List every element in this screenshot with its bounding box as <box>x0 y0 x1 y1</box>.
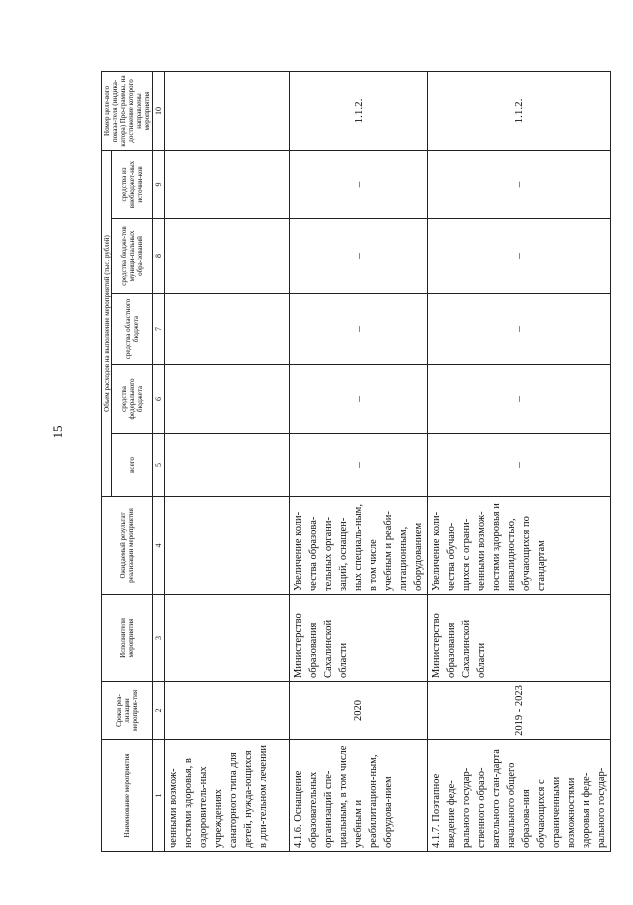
measure-result: Увеличение коли-чества обучаю-щихся с ограни-ченными возмож-ностями здоровья и инвалидностью, обучающихся по стандартам <box>428 497 611 595</box>
funding-municipal <box>165 219 290 294</box>
col-number: 10 <box>153 72 165 151</box>
col-number: 1 <box>153 740 165 852</box>
funding-federal: – <box>428 365 611 434</box>
table-row <box>290 72 428 852</box>
funding-total: – <box>428 434 611 497</box>
funding-federal: – <box>290 365 428 434</box>
header-total: всего <box>112 434 153 497</box>
indicator-number: 1.1.2. <box>290 72 428 151</box>
funding-municipal: – <box>290 219 428 294</box>
header-federal: средства федерального бюджета <box>112 365 153 434</box>
measure-result <box>165 497 290 595</box>
table-row <box>428 72 611 852</box>
column-number-row <box>153 72 165 852</box>
measure-name: 4.1.7. Поэтапное введение феде-рального государ-ственного образо-вательного стан-дарта начального общего образова-ния обучающихся с ограниченными возможностями здоровья и феде-рального государ- <box>428 740 611 852</box>
funding-offbudget: – <box>290 151 428 219</box>
header-regional: средства областного бюджета <box>112 294 153 365</box>
measure-term <box>165 682 290 740</box>
funding-total <box>165 434 290 497</box>
header-term: Сроки реа-лизации мероприя-тия <box>102 682 153 740</box>
measure-name: ченными возмож-ностями здоровья, в оздоровитель-ных учреждениях санаторного типа для детей, нужда-ющихся в дли-тельном лечении <box>165 740 290 852</box>
header-offbudget: средства из внебюджет-ных источни-ков <box>112 151 153 219</box>
col-number: 9 <box>153 151 165 219</box>
measure-executor <box>165 595 290 682</box>
funding-offbudget <box>165 151 290 219</box>
col-number: 7 <box>153 294 165 365</box>
col-number: 8 <box>153 219 165 294</box>
header-indicator: Номер целе-вого показа-теля (индика-катора) Про-граммы, на достижение которого направлены мероприятия <box>102 72 153 151</box>
funding-regional: – <box>428 294 611 365</box>
funding-regional <box>165 294 290 365</box>
header-executors: Исполнители мероприятия <box>102 595 153 682</box>
funding-regional: – <box>290 294 428 365</box>
col-number: 6 <box>153 365 165 434</box>
measure-executor: Министерство образования Сахалинской области <box>290 595 428 682</box>
col-number: 5 <box>153 434 165 497</box>
measure-executor: Министерство образования Сахалинской области <box>428 595 611 682</box>
header-row-1 <box>102 72 112 852</box>
measure-name: 4.1.6. Оснащение образовательных организаций спе-циальным, в том числе учебным и реабилитацион-ным, оборудова-нием <box>290 740 428 852</box>
page-number: 15 <box>50 425 65 439</box>
measure-result: Увеличение коли-чества образова-тельных органи-заций, оснащен-ных специаль-ным, в том числе учебным и реаби-литационным, оборудованием <box>290 497 428 595</box>
funding-federal <box>165 365 290 434</box>
header-name: Наименование мероприятия <box>102 740 153 852</box>
indicator-number: 1.1.2. <box>428 72 611 151</box>
funding-offbudget: – <box>428 151 611 219</box>
funding-total: – <box>290 434 428 497</box>
header-funding-group: Объем расходов на выполнение мероприятий (тыс. рублей) <box>102 151 112 497</box>
col-number: 2 <box>153 682 165 740</box>
indicator-number <box>165 72 290 151</box>
measure-term: 2020 <box>290 682 428 740</box>
program-measures-table <box>101 71 611 852</box>
header-municipal: средства бюдже-тов муници-пальных обра-зований <box>112 219 153 294</box>
header-result: Ожидаемый результат реализации мероприятия <box>102 497 153 595</box>
rotated-table-container <box>101 72 607 852</box>
table-row <box>165 72 290 852</box>
measure-term: 2019 - 2023 <box>428 682 611 740</box>
funding-municipal: – <box>428 219 611 294</box>
col-number: 4 <box>153 497 165 595</box>
col-number: 3 <box>153 595 165 682</box>
